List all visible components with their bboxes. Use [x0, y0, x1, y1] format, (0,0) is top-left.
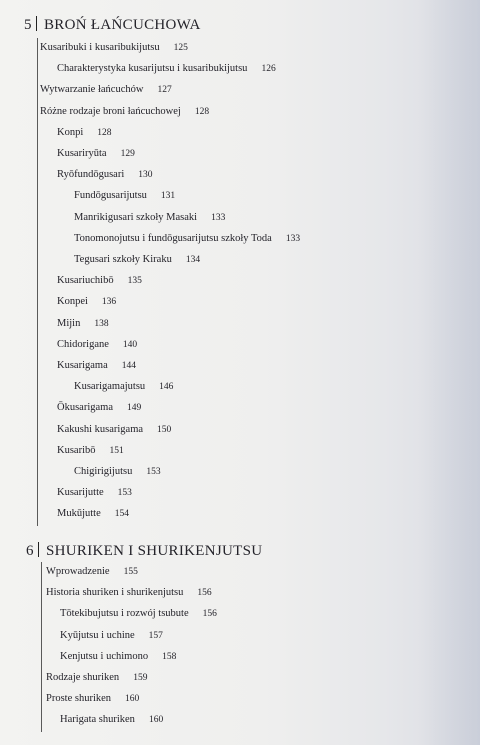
toc-entry-title: Wytwarzanie łańcuchów	[40, 84, 144, 96]
toc-page-number: 154	[114, 509, 129, 520]
toc-page-number: 144	[121, 361, 136, 371]
chapter-heading	[24, 14, 201, 34]
toc-entry-title: Rodzaje shuriken	[46, 672, 120, 683]
toc-page-number: 128	[97, 127, 112, 138]
toc-entry-title: Kusarijutte	[57, 487, 104, 499]
toc-page-number: 151	[109, 445, 124, 456]
toc-entry-title: Konpi	[57, 126, 84, 138]
toc-entry[interactable]	[46, 672, 147, 683]
toc-page-number: 156	[197, 588, 212, 599]
toc-page-number: 129	[120, 149, 135, 159]
toc-entry[interactable]	[57, 445, 124, 456]
toc-entry[interactable]	[57, 360, 136, 371]
toc-page-number: 150	[157, 424, 172, 435]
toc-entry-title: Wprowadzenie	[46, 566, 110, 577]
toc-entry[interactable]	[57, 148, 135, 159]
toc-entry[interactable]	[46, 566, 138, 577]
toc-entry[interactable]	[74, 381, 173, 392]
chapter-number: 6	[26, 543, 34, 559]
toc-page-number: 157	[148, 630, 163, 641]
toc-entry[interactable]	[74, 466, 161, 477]
toc-page-number: 128	[194, 106, 210, 117]
toc-entry[interactable]	[60, 608, 217, 619]
toc-page-number: 153	[146, 467, 161, 477]
toc-page-number: 136	[101, 297, 117, 308]
toc-page-number: 146	[159, 382, 174, 393]
toc-entry-title: Kusariuchibō	[57, 275, 114, 287]
toc-entry[interactable]	[57, 508, 129, 519]
toc-page-number: 130	[138, 170, 153, 181]
toc-entry-title: Charakterystyka kusarijutsu i kusaribukijutsu	[57, 63, 248, 75]
chapter-title: SHURIKEN I SHURIKENJUTSU	[46, 543, 263, 559]
toc-entry-title: Różne rodzaje broni łańcuchowej	[40, 105, 181, 117]
toc-entry-title: Chigirigijutsu	[74, 466, 133, 477]
toc-entry[interactable]	[46, 693, 139, 704]
toc-page-number: 140	[122, 339, 138, 350]
toc-entry[interactable]	[40, 42, 188, 53]
toc-entry-title: Kusaribuki i kusaribukijutsu	[40, 42, 160, 53]
toc-entry[interactable]	[40, 106, 209, 117]
toc-entry[interactable]	[40, 84, 172, 95]
toc-entry-title: Fundōgusarijutsu	[74, 190, 147, 202]
toc-entry-title: Manrikigusari szkoły Masaki	[74, 211, 198, 223]
toc-entry-title: Konpei	[57, 296, 88, 308]
toc-entry-title: Ryōfundōgusari	[57, 169, 125, 181]
toc-entry[interactable]	[57, 339, 137, 350]
toc-page-number: 156	[202, 609, 217, 620]
toc-page-number: 131	[160, 191, 176, 202]
chapter-title: BROŃ ŁAŃCUCHOWA	[44, 17, 201, 33]
toc-entry-title: Kusariryūta	[57, 148, 107, 159]
toc-page-number: 159	[133, 673, 148, 683]
toc-entry[interactable]	[60, 630, 163, 641]
toc-entry[interactable]	[60, 651, 176, 662]
toc-entry-title: Tōtekibujutsu i rozwój tsubute	[60, 608, 189, 620]
toc-entry[interactable]	[57, 487, 132, 498]
toc-page-number: 138	[94, 318, 109, 329]
toc-entry-title: Tegusari szkoły Kiraku	[74, 254, 172, 265]
toc-page-number: 153	[117, 488, 132, 499]
toc-entry-title: Proste shuriken	[46, 693, 112, 705]
toc-page-number: 126	[261, 64, 276, 75]
toc-entry[interactable]	[57, 402, 141, 413]
toc-entry-title: Kenjutsu i uchimono	[60, 650, 149, 662]
toc-entry-title: Mukūjutte	[57, 508, 101, 520]
toc-entry[interactable]	[57, 296, 116, 307]
chapter-number: 5	[24, 17, 32, 33]
toc-entry[interactable]	[57, 63, 276, 74]
toc-page-number: 127	[157, 85, 172, 96]
toc-entry[interactable]	[74, 190, 175, 201]
toc-entry[interactable]	[57, 318, 109, 329]
toc-entry-title: Chidorigane	[57, 338, 109, 350]
toc-page-number: 133	[285, 233, 301, 244]
toc-entry-title: Kusarigamajutsu	[74, 381, 146, 393]
toc-page-number: 134	[185, 255, 201, 265]
chapter-rule	[37, 38, 38, 526]
toc-page-number: 158	[162, 651, 177, 662]
toc-entry[interactable]	[60, 714, 163, 725]
toc-entry-title: Kakushi kusarigama	[57, 423, 144, 435]
toc-entry-title: Kyūjutsu i uchine	[60, 629, 135, 641]
toc-page-number: 133	[211, 212, 226, 223]
page-shadow	[420, 0, 480, 745]
toc-page-number: 155	[123, 567, 138, 577]
toc-page-number: 160	[125, 694, 140, 705]
toc-entry[interactable]	[74, 212, 225, 223]
toc-entry[interactable]	[57, 424, 171, 435]
toc-page-number: 135	[127, 276, 142, 287]
toc-page-number: 149	[126, 403, 142, 414]
toc-entry-title: Kusarigama	[57, 360, 108, 371]
toc-page-number: 160	[148, 715, 164, 726]
toc-entry-title: Kusaribō	[57, 444, 96, 456]
toc-entry-title: Mijin	[57, 317, 81, 329]
chapter-divider	[36, 16, 37, 31]
toc-entry[interactable]	[74, 254, 200, 265]
toc-entry-title: Historia shuriken i shurikenjutsu	[46, 587, 184, 599]
toc-entry[interactable]	[57, 275, 142, 286]
toc-entry[interactable]	[57, 127, 112, 138]
chapter-rule	[41, 562, 42, 732]
toc-entry[interactable]	[74, 233, 300, 244]
chapter-divider	[38, 542, 39, 557]
toc-entry-title: Tonomonojutsu i fundōgusarijutsu szkoły Toda	[74, 232, 272, 244]
toc-entry[interactable]	[57, 169, 153, 180]
toc-entry[interactable]	[46, 587, 212, 598]
toc-entry-title: Ōkusarigama	[57, 402, 113, 414]
toc-page-number: 125	[173, 43, 188, 53]
chapter-heading	[26, 540, 262, 560]
toc-entry-title: Harigata shuriken	[60, 714, 135, 726]
